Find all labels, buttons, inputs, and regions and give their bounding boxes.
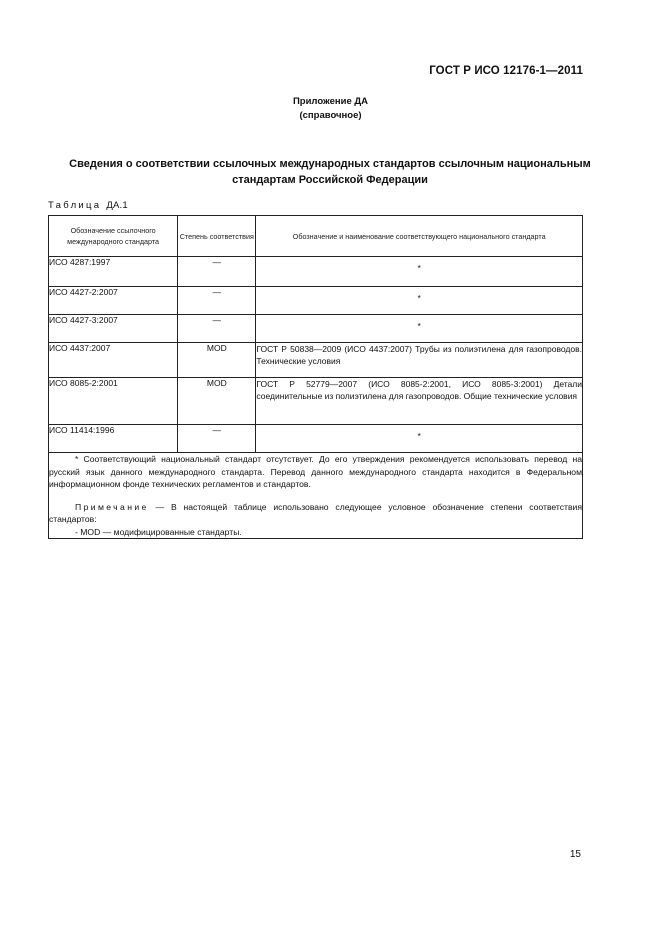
section-title <box>40 156 620 188</box>
footnote-star: * Соответствующий национальный стандарт отсутствует. До его утверждения рекомендуется использовать перевод на русский язык данного международного стандарта. Перевод данного международного стандарта находится в Федеральном информационном фонде технических регламентов и стандартов. <box>49 454 582 489</box>
cell-national: ГОСТ Р 52779—2007 (ИСО 8085-2:2001, ИСО 8085-3:2001) Детали соединительные из полиэтилена для газопроводов. Общие технические условия <box>256 378 583 425</box>
cell-national: * <box>256 287 583 315</box>
table-row <box>49 425 583 453</box>
table-row <box>49 315 583 343</box>
cell-ref: ИСО 4427-2:2007 <box>49 287 178 315</box>
cell-degree: — <box>178 257 256 287</box>
header-ref-standard: Обозначение ссылочного международного стандарта <box>49 216 178 257</box>
table-footnote <box>49 453 583 539</box>
appendix-subtitle: (справочное) <box>299 110 362 121</box>
cell-ref: ИСО 4427-3:2007 <box>49 315 178 343</box>
cell-national: ГОСТ Р 50838—2009 (ИСО 4437:2007) Трубы из полиэтилена для газопроводов. Технические условия <box>256 343 583 378</box>
cell-national: * <box>256 425 583 453</box>
footnote-mod-line: - MOD — модифицированные стандарты. <box>75 526 242 537</box>
note-text: — В настоящей таблице использовано следующее условное обозначение степени соответствия стандартов: <box>49 501 582 524</box>
table-caption-word: Таблица <box>48 200 102 211</box>
table-row <box>49 378 583 425</box>
cell-ref: ИСО 11414:1996 <box>49 425 178 453</box>
appendix-heading <box>0 95 661 123</box>
cell-degree: — <box>178 425 256 453</box>
cell-ref: ИСО 4287:1997 <box>49 257 178 287</box>
table-caption-number: ДА.1 <box>106 200 128 211</box>
table-row <box>49 343 583 378</box>
header-degree: Степень соответствия <box>178 216 256 257</box>
section-title-line-1: Сведения о соответствии ссылочных международных стандартов ссылочным национальным <box>69 158 591 170</box>
cell-ref: ИСО 8085-2:2001 <box>49 378 178 425</box>
table-header-row <box>49 216 583 257</box>
standards-table <box>48 215 583 539</box>
cell-ref: ИСО 4437:2007 <box>49 343 178 378</box>
section-title-line-2: стандартам Российской Федерации <box>232 174 428 186</box>
cell-degree: — <box>178 287 256 315</box>
footnote-note <box>49 501 582 526</box>
cell-degree: — <box>178 315 256 343</box>
table-caption <box>48 200 128 211</box>
header-national-standard: Обозначение и наименование соответствующего национального стандарта <box>256 216 583 257</box>
table-footnote-row <box>49 453 583 539</box>
cell-national: * <box>256 257 583 287</box>
cell-degree: MOD <box>178 343 256 378</box>
table-row <box>49 257 583 287</box>
appendix-title: Приложение ДА <box>292 96 369 107</box>
page-number: 15 <box>569 849 581 860</box>
document-id: ГОСТ Р ИСО 12176-1—2011 <box>429 65 583 77</box>
cell-degree: MOD <box>178 378 256 425</box>
table-row <box>49 287 583 315</box>
cell-national: * <box>256 315 583 343</box>
note-label: Примечание <box>75 501 149 512</box>
